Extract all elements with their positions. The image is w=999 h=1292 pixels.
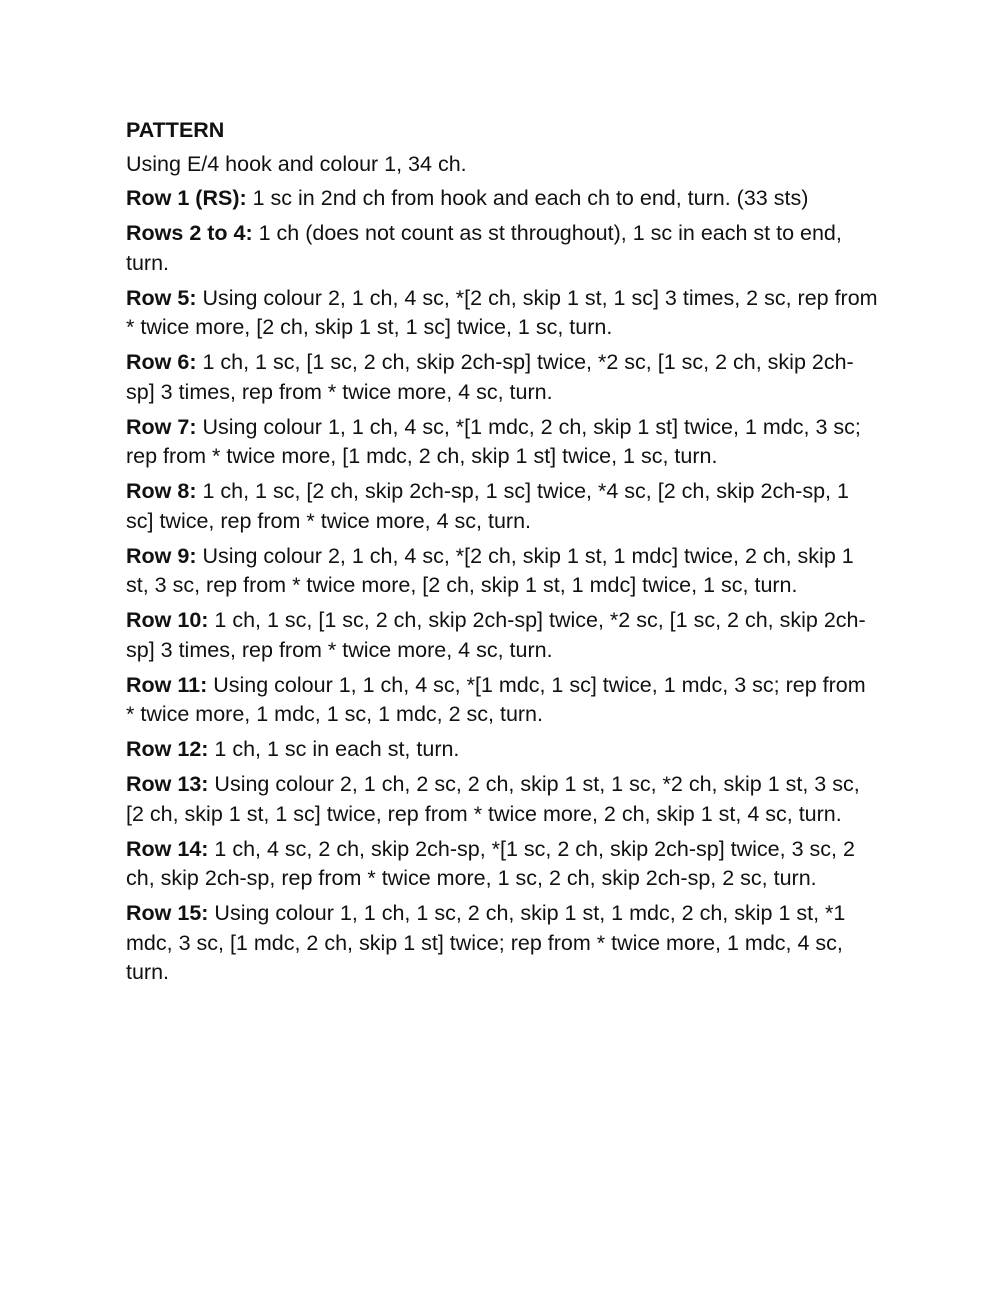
pattern-row-6 [126,348,878,407]
pattern-heading: PATTERN [126,118,225,142]
row-text: Using colour 2, 1 ch, 2 sc, 2 ch, skip 1 st, 1 sc, *2 ch, skip 1 st, 3 sc, [2 ch, skip 1 st, 1 sc] twice, rep from * twice more, 2 ch, skip 1 st, 4 sc, turn. [126,772,860,826]
row-text: 1 ch, 4 sc, 2 ch, skip 2ch-sp, *[1 sc, 2 ch, skip 2ch-sp] twice, 3 sc, 2 ch, skip 2ch-sp, rep from * twice more, 1 sc, 2 ch, skip 2ch-sp, 2 sc, turn. [126,836,855,890]
row-text: 1 ch (does not count as st throughout), 1 sc in each st to end, turn. [126,221,842,275]
row-text: 1 ch, 1 sc, [1 sc, 2 ch, skip 2ch-sp] twice, *2 sc, [1 sc, 2 ch, skip 2ch-sp] 3 times, rep from * twice more, 4 sc, turn. [126,350,854,404]
row-label: Row 6: [126,350,197,374]
row-label: Row 8: [126,479,197,503]
row-text: 1 ch, 1 sc, [2 ch, skip 2ch-sp, 1 sc] twice, *4 sc, [2 ch, skip 2ch-sp, 1 sc] twice, rep from * twice more, 4 sc, turn. [126,479,849,533]
row-label: Row 15: [126,901,209,925]
row-label: Row 5: [126,285,197,310]
row-text: 1 sc in 2nd ch from hook and each ch to end, turn. (33 sts) [252,186,809,210]
row-text: Using colour 1, 1 ch, 4 sc, *[1 mdc, 1 sc] twice, 1 mdc, 3 sc; rep from * twice more, 1 mdc, 1 sc, 1 mdc, 2 sc, turn. [126,672,866,726]
row-text: Using colour 1, 1 ch, 4 sc, *[1 mdc, 2 ch, skip 1 st] twice, 1 mdc, 3 sc; rep from * twice more, [1 mdc, 2 ch, skip 1 st] twice, 1 sc, turn. [126,414,861,468]
pattern-row-11 [126,671,878,730]
pattern-row-8 [126,477,878,536]
row-text: Using colour 1, 1 ch, 1 sc, 2 ch, skip 1 st, 1 mdc, 2 ch, skip 1 st, *1 mdc, 3 sc, [1 mdc, 2 ch, skip 1 st] twice; rep from * twice more, 1 mdc, 4 sc, turn. [126,901,846,984]
pattern-row-13 [126,770,878,829]
row-text: Using colour 2, 1 ch, 4 sc, *[2 ch, skip 1 st, 1 sc] 3 times, 2 sc, rep from * twice more, [2 ch, skip 1 st, 1 sc] twice, 1 sc, turn. [126,285,878,339]
row-label: Row 1 (RS): [126,186,247,210]
pattern-document [126,116,878,993]
row-text: 1 ch, 1 sc in each st, turn. [214,737,460,761]
row-text: Using colour 2, 1 ch, 4 sc, *[2 ch, skip 1 st, 1 mdc] twice, 2 ch, skip 1 st, 3 sc, rep from * twice more, [2 ch, skip 1 st, 1 mdc] twice, 1 sc, turn. [126,543,854,597]
row-label: Row 7: [126,414,197,439]
pattern-row-9 [126,542,878,601]
row-label: Rows 2 to 4: [126,221,253,245]
pattern-row-5 [126,284,878,343]
pattern-row-7 [126,413,878,472]
pattern-row-10 [126,606,878,665]
row-label: Row 14: [126,836,209,861]
row-text: 1 ch, 1 sc, [1 sc, 2 ch, skip 2ch-sp] twice, *2 sc, [1 sc, 2 ch, skip 2ch-sp] 3 times, rep from * twice more, 4 sc, turn. [126,608,866,662]
pattern-row-2-to-4 [126,219,878,278]
pattern-intro: Using E/4 hook and colour 1, 34 ch. [126,151,467,176]
row-label: Row 9: [126,543,197,568]
pattern-row-14 [126,835,878,894]
row-label: Row 11: [126,672,208,697]
pattern-row-1 [126,184,878,214]
pattern-row-15 [126,899,878,988]
row-label: Row 13: [126,772,209,796]
row-label: Row 10: [126,608,209,632]
row-label: Row 12: [126,737,209,761]
pattern-row-12 [126,735,878,765]
